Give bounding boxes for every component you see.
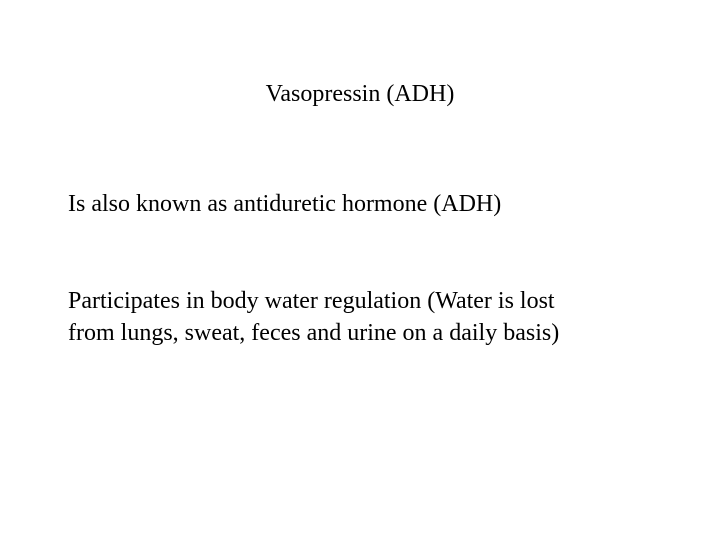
- paragraph-line: from lungs, sweat, feces and urine on a daily basis): [68, 320, 560, 346]
- paragraph-line: Is also known as antiduretic hormone (ADH): [68, 191, 502, 217]
- paragraph-line: Participates in body water regulation (Water is lost: [68, 288, 555, 314]
- slide-title: Vasopressin (ADH): [265, 81, 455, 107]
- paragraph-also-known-as: [68, 188, 668, 220]
- paragraph-water-regulation: [68, 285, 668, 349]
